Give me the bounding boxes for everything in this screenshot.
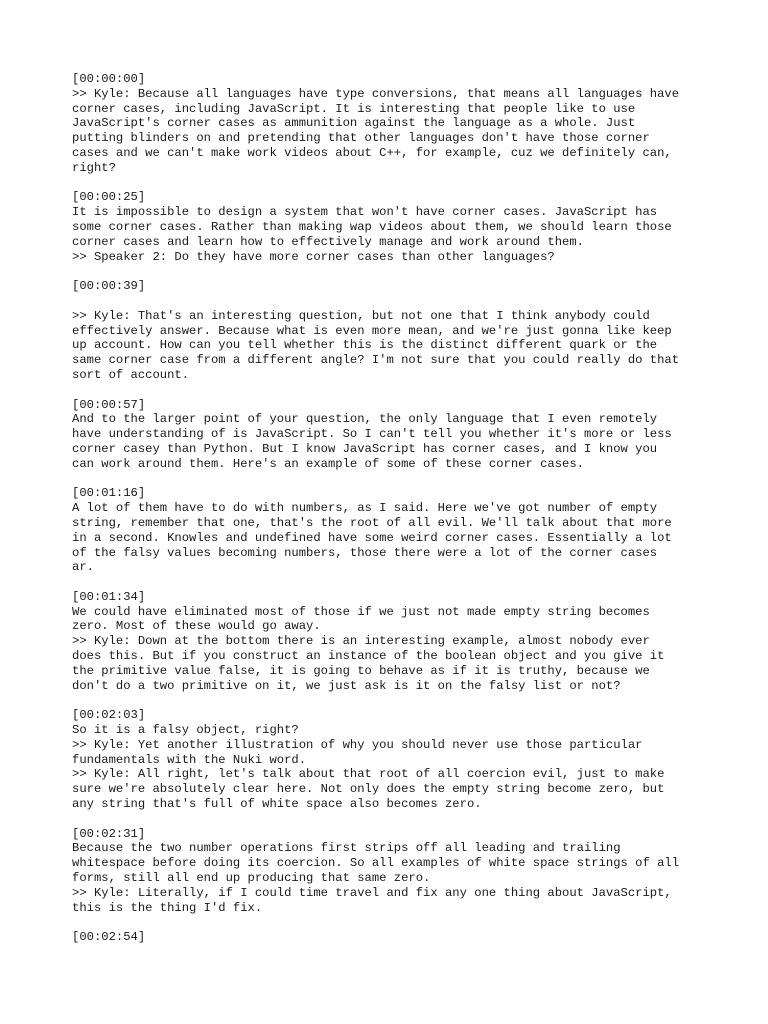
- transcript-block-8: [72, 708, 712, 812]
- transcript-line: >> Speaker 2: Do they have more corner cases than other languages?: [72, 249, 555, 264]
- transcript-line: can work around them. Here's an example of some of these corner cases.: [72, 456, 584, 471]
- timestamp: [00:02:31]: [72, 826, 146, 841]
- transcript-line: Because the two number operations first strips off all leading and trailing: [72, 841, 621, 856]
- transcript-line: >> Kyle: Literally, if I could time travel and fix any one thing about JavaScript,: [72, 885, 672, 900]
- transcript-line: >> Kyle: Because all languages have type conversions, that means all languages have: [72, 86, 680, 101]
- transcript-line: JavaScript's corner cases as ammunition against the language as a whole. Just: [72, 116, 636, 131]
- transcript-block-3: [72, 279, 712, 294]
- transcript-line: corner cases and learn how to effectively manage and work around them.: [72, 234, 584, 249]
- transcript-line: cases and we can't make work videos about C++, for example, cuz we definitely can,: [72, 145, 672, 160]
- transcript-block-2: [72, 190, 712, 264]
- transcript-line: So it is a falsy object, right?: [72, 723, 299, 738]
- transcript-line: up account. How can you tell whether this is the distinct different quark or the: [72, 338, 658, 353]
- timestamp: [00:00:39]: [72, 279, 146, 294]
- transcript-line: the primitive value false, it is going to behave as if it is truthy, because we: [72, 663, 650, 678]
- transcript-line: sort of account.: [72, 367, 190, 382]
- transcript-line: string, remember that one, that's the root of all evil. We'll talk about that more: [72, 515, 672, 530]
- transcript-line: putting blinders on and pretending that other languages don't have those corner: [72, 131, 650, 146]
- transcript-line: right?: [72, 160, 116, 175]
- transcript-line: And to the larger point of your question, the only language that I even remotely: [72, 412, 658, 427]
- transcript-line: >> Kyle: That's an interesting question, but not one that I think anybody could: [72, 308, 650, 323]
- transcript-block-6: [72, 486, 712, 575]
- transcript-line: have understanding of is JavaScript. So I can't tell you whether it's more or less: [72, 427, 672, 442]
- transcript-line: >> Kyle: Yet another illustration of why you should never use those particular: [72, 737, 643, 752]
- transcript-line: corner casey than Python. But I know JavaScript has corner cases, and I know you: [72, 441, 658, 456]
- transcript-line: forms, still all end up producing that same zero.: [72, 871, 431, 886]
- transcript-line: >> Kyle: Down at the bottom there is an interesting example, almost nobody ever: [72, 634, 650, 649]
- transcript-line: whitespace before doing its coercion. So all examples of white space strings of all: [72, 856, 680, 871]
- transcript-line: >> Kyle: All right, let's talk about that root of all coercion evil, just to make: [72, 767, 665, 782]
- transcript-line: don't do a two primitive on it, we just ask is it on the falsy list or not?: [72, 678, 621, 693]
- transcript-line: sure we're absolutely clear here. Not only does the empty string become zero, but: [72, 782, 665, 797]
- transcript-block-5: [72, 398, 712, 472]
- timestamp: [00:02:54]: [72, 930, 146, 945]
- timestamp: [00:00:00]: [72, 72, 146, 86]
- transcript-line: A lot of them have to do with numbers, as I said. Here we've got number of empty: [72, 501, 658, 516]
- transcript-block-4: [72, 309, 712, 383]
- timestamp: [00:01:34]: [72, 589, 146, 604]
- transcript-line: zero. Most of these would go away.: [72, 619, 321, 634]
- transcript-block-1: [72, 72, 712, 176]
- transcript-line: fundamentals with the Nuki word.: [72, 752, 307, 767]
- timestamp: [00:01:16]: [72, 486, 146, 501]
- transcript-line: It is impossible to design a system that won't have corner cases. JavaScript has: [72, 205, 658, 220]
- transcript-line: some corner cases. Rather than making wap videos about them, we should learn those: [72, 219, 672, 234]
- transcript-line: in a second. Knowles and undefined have some weird corner cases. Essentially a lot: [72, 530, 672, 545]
- transcript-line: this is the thing I'd fix.: [72, 900, 263, 915]
- transcript-page: [72, 72, 712, 960]
- transcript-line: We could have eliminated most of those if we just not made empty string becomes: [72, 604, 650, 619]
- transcript-line: of the falsy values becoming numbers, those there were a lot of the corner cases: [72, 545, 658, 560]
- transcript-block-7: [72, 590, 712, 694]
- timestamp: [00:00:25]: [72, 190, 146, 205]
- transcript-line: effectively answer. Because what is even more mean, and we're just gonna like keep: [72, 323, 672, 338]
- transcript-block-9: [72, 827, 712, 916]
- transcript-line: any string that's full of white space also becomes zero.: [72, 797, 482, 812]
- timestamp: [00:02:03]: [72, 708, 146, 723]
- transcript-line: does this. But if you construct an instance of the boolean object and you give it: [72, 649, 665, 664]
- transcript-line: corner cases, including JavaScript. It is interesting that people like to use: [72, 101, 636, 116]
- timestamp: [00:00:57]: [72, 397, 146, 412]
- transcript-line: same corner case from a different angle? I'm not sure that you could really do that: [72, 353, 680, 368]
- transcript-line: ar.: [72, 560, 94, 575]
- transcript-block-10: [72, 930, 712, 945]
